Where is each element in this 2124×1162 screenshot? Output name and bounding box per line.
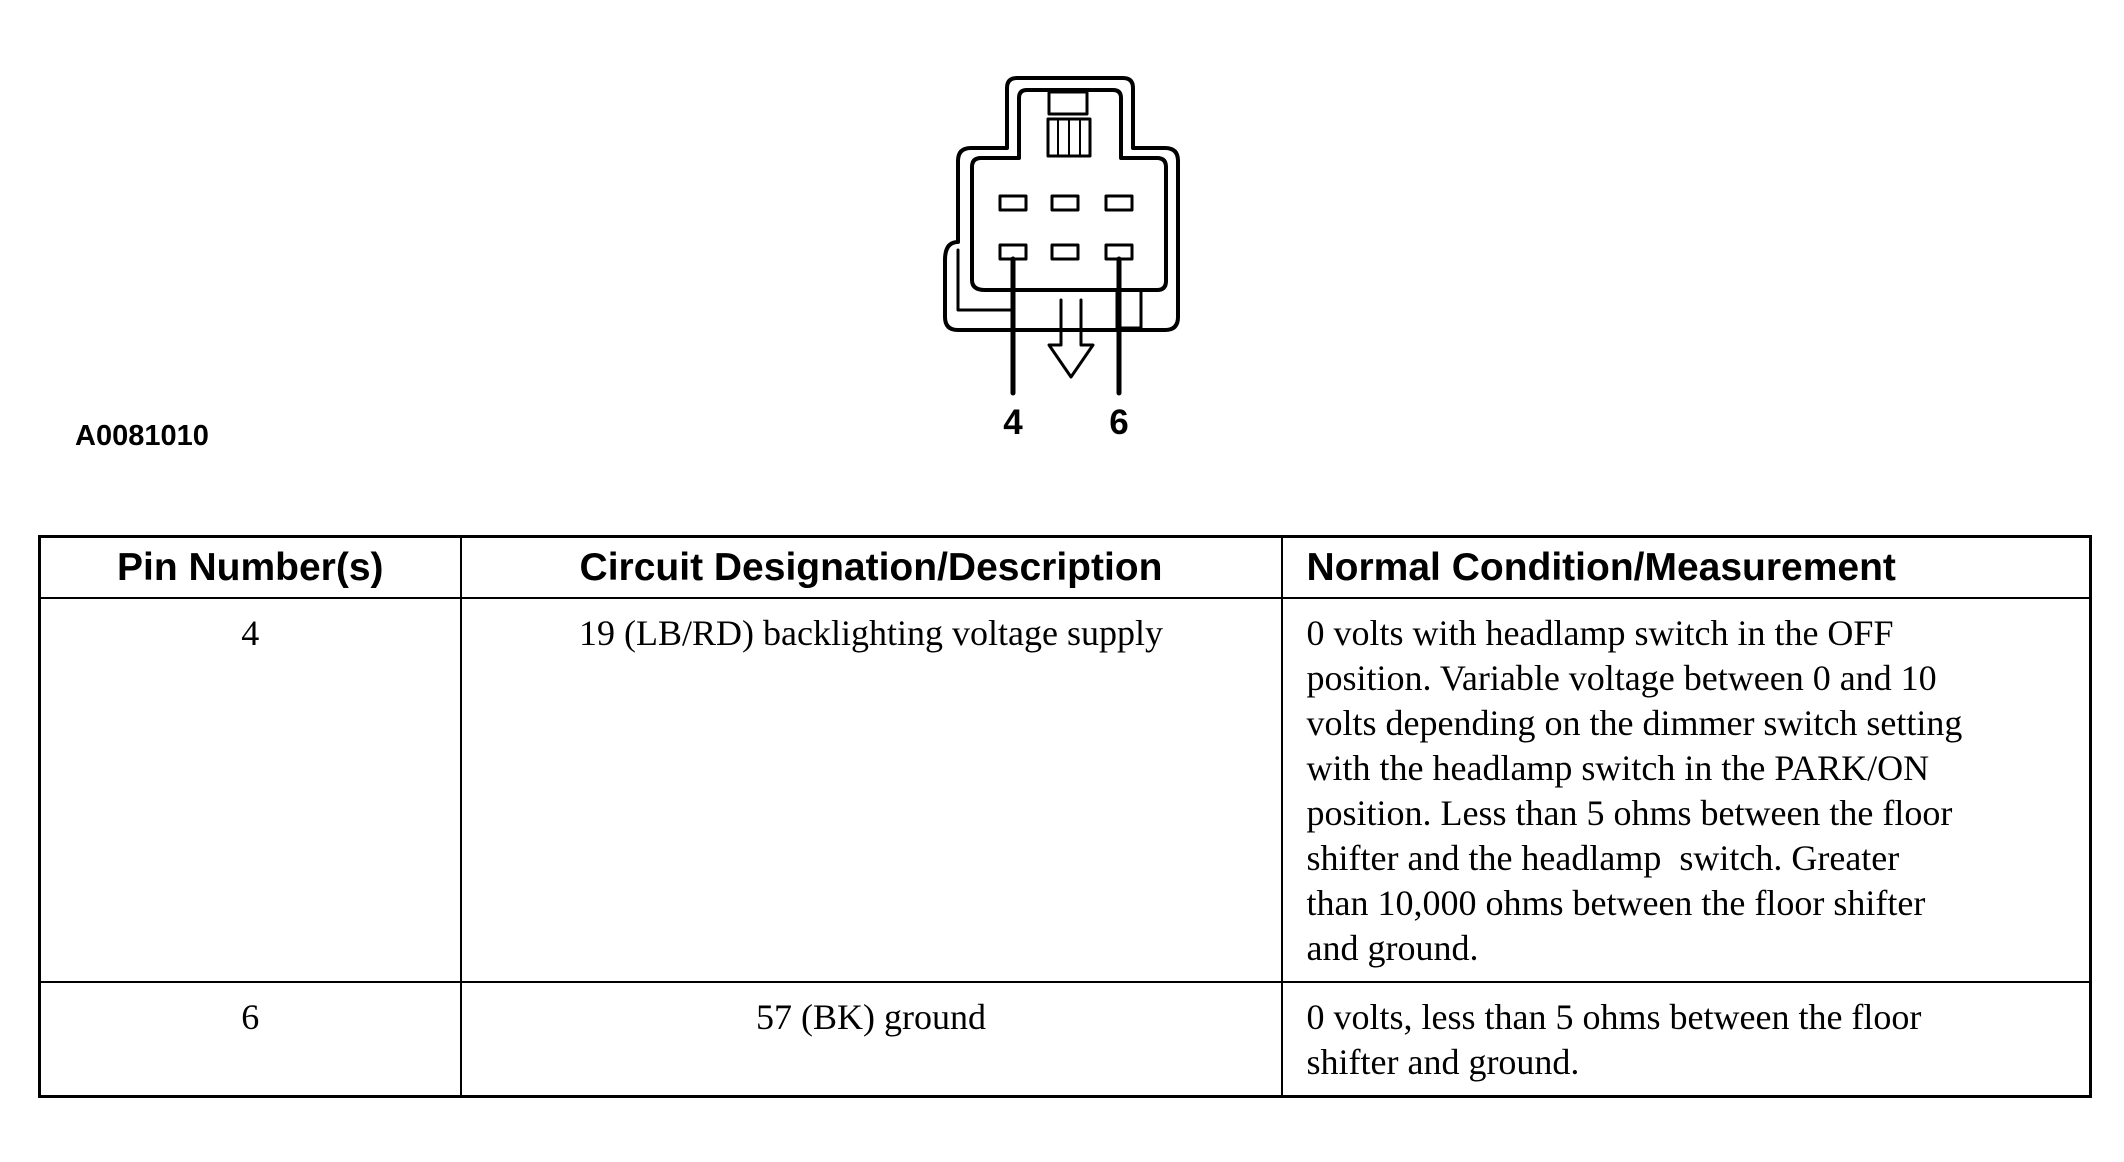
- header-pin-number: Pin Number(s): [40, 537, 461, 599]
- table-header-row: [40, 537, 2091, 599]
- pin-cavity-1: [1000, 196, 1026, 210]
- pin-number-cell: 6: [40, 982, 461, 1097]
- measurement-line: shifter and the headlamp switch. Greater: [1306, 838, 1900, 878]
- measurement-line: position. Less than 5 ohms between the floor: [1306, 793, 1953, 833]
- header-circuit: Circuit Designation/Description: [461, 537, 1282, 599]
- measurement-line: than 10,000 ohms between the floor shifter: [1306, 883, 1926, 923]
- orientation-arrow: [1049, 300, 1093, 377]
- connector-latch-tab: [1049, 92, 1087, 114]
- pin-cavity-2: [1052, 196, 1078, 210]
- figure-id: A0081010: [75, 420, 209, 452]
- measurement-line: 0 volts with headlamp switch in the OFF: [1306, 613, 1894, 653]
- connector-diagram: [0, 0, 2124, 470]
- measurement-cell: [1282, 982, 2091, 1097]
- measurement-line: position. Variable voltage between 0 and 10: [1306, 658, 1937, 698]
- connector-housing-outer: [945, 78, 1178, 330]
- pin-number-cell: 4: [40, 598, 461, 982]
- header-measurement: Normal Condition/Measurement: [1282, 537, 2091, 599]
- pin-label-6: 6: [1109, 403, 1129, 442]
- circuit-cell: 57 (BK) ground: [461, 982, 1282, 1097]
- pin-cavity-5: [1052, 245, 1078, 259]
- measurement-line: shifter and ground.: [1306, 1042, 1580, 1082]
- measurement-line: 0 volts, less than 5 ohms between the floor: [1306, 997, 1922, 1037]
- pin-label-4: 4: [1003, 403, 1023, 442]
- measurement-line: volts depending on the dimmer switch setting: [1306, 703, 1963, 743]
- table-row: [40, 982, 2091, 1097]
- pin-cavity-3: [1106, 196, 1132, 210]
- pin-chart-table: [38, 535, 2092, 1098]
- measurement-line: with the headlamp switch in the PARK/ON: [1306, 748, 1930, 788]
- circuit-cell: 19 (LB/RD) backlighting voltage supply: [461, 598, 1282, 982]
- measurement-cell: [1282, 598, 2091, 982]
- table-row: [40, 598, 2091, 982]
- measurement-line: and ground.: [1306, 928, 1479, 968]
